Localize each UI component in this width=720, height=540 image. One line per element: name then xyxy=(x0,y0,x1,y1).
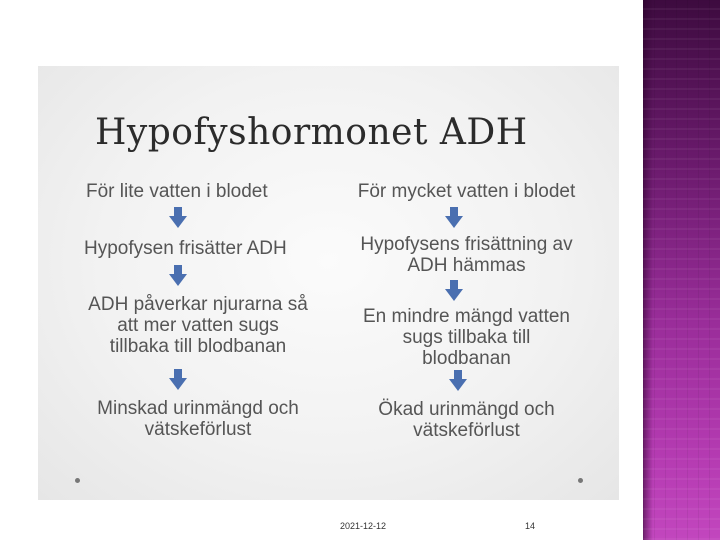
right-step-2 xyxy=(334,234,599,276)
slide-image xyxy=(38,66,619,500)
left-step-1: För lite vatten i blodet xyxy=(86,181,268,202)
right-step-4-line-1: Ökad urinmängd och xyxy=(378,399,555,420)
right-step-1: För mycket vatten i blodet xyxy=(357,181,576,202)
left-step-2: Hypofysen frisätter ADH xyxy=(84,238,287,259)
right-step-2-line-2: ADH hämmas xyxy=(407,255,526,276)
right-step-3 xyxy=(334,306,599,369)
left-step-4-line-2: vätskeförlust xyxy=(144,419,252,440)
right-step-3-line-3: blodbanan xyxy=(422,348,511,369)
left-step-3-line-1: ADH påverkar njurarna så xyxy=(88,294,308,315)
down-arrow-icon xyxy=(445,280,463,302)
left-step-3-line-3: tillbaka till blodbanan xyxy=(109,336,287,357)
decorative-dot xyxy=(578,478,583,483)
down-arrow-icon xyxy=(445,207,463,229)
right-step-3-line-2: sugs tillbaka till xyxy=(402,327,531,348)
slide-title: Hypofyshormonet ADH xyxy=(95,112,528,153)
decorative-purple-band xyxy=(643,0,720,540)
right-step-4-line-2: vätskeförlust xyxy=(413,420,520,441)
down-arrow-icon xyxy=(169,369,187,391)
left-step-3-line-2: att mer vatten sugs xyxy=(117,315,279,336)
right-step-2-line-1: Hypofysens frisättning av xyxy=(360,234,573,255)
decorative-dot xyxy=(75,478,80,483)
down-arrow-icon xyxy=(449,370,467,392)
down-arrow-icon xyxy=(169,207,187,229)
down-arrow-icon xyxy=(169,265,187,287)
footer-page-number: 14 xyxy=(525,521,536,531)
left-step-4 xyxy=(78,398,318,440)
left-step-4-line-1: Minskad urinmängd och xyxy=(97,398,299,419)
footer-date: 2021-12-12 xyxy=(340,521,387,531)
right-step-4 xyxy=(334,399,599,441)
left-step-3 xyxy=(78,294,318,357)
right-step-3-line-1: En mindre mängd vatten xyxy=(362,306,570,327)
